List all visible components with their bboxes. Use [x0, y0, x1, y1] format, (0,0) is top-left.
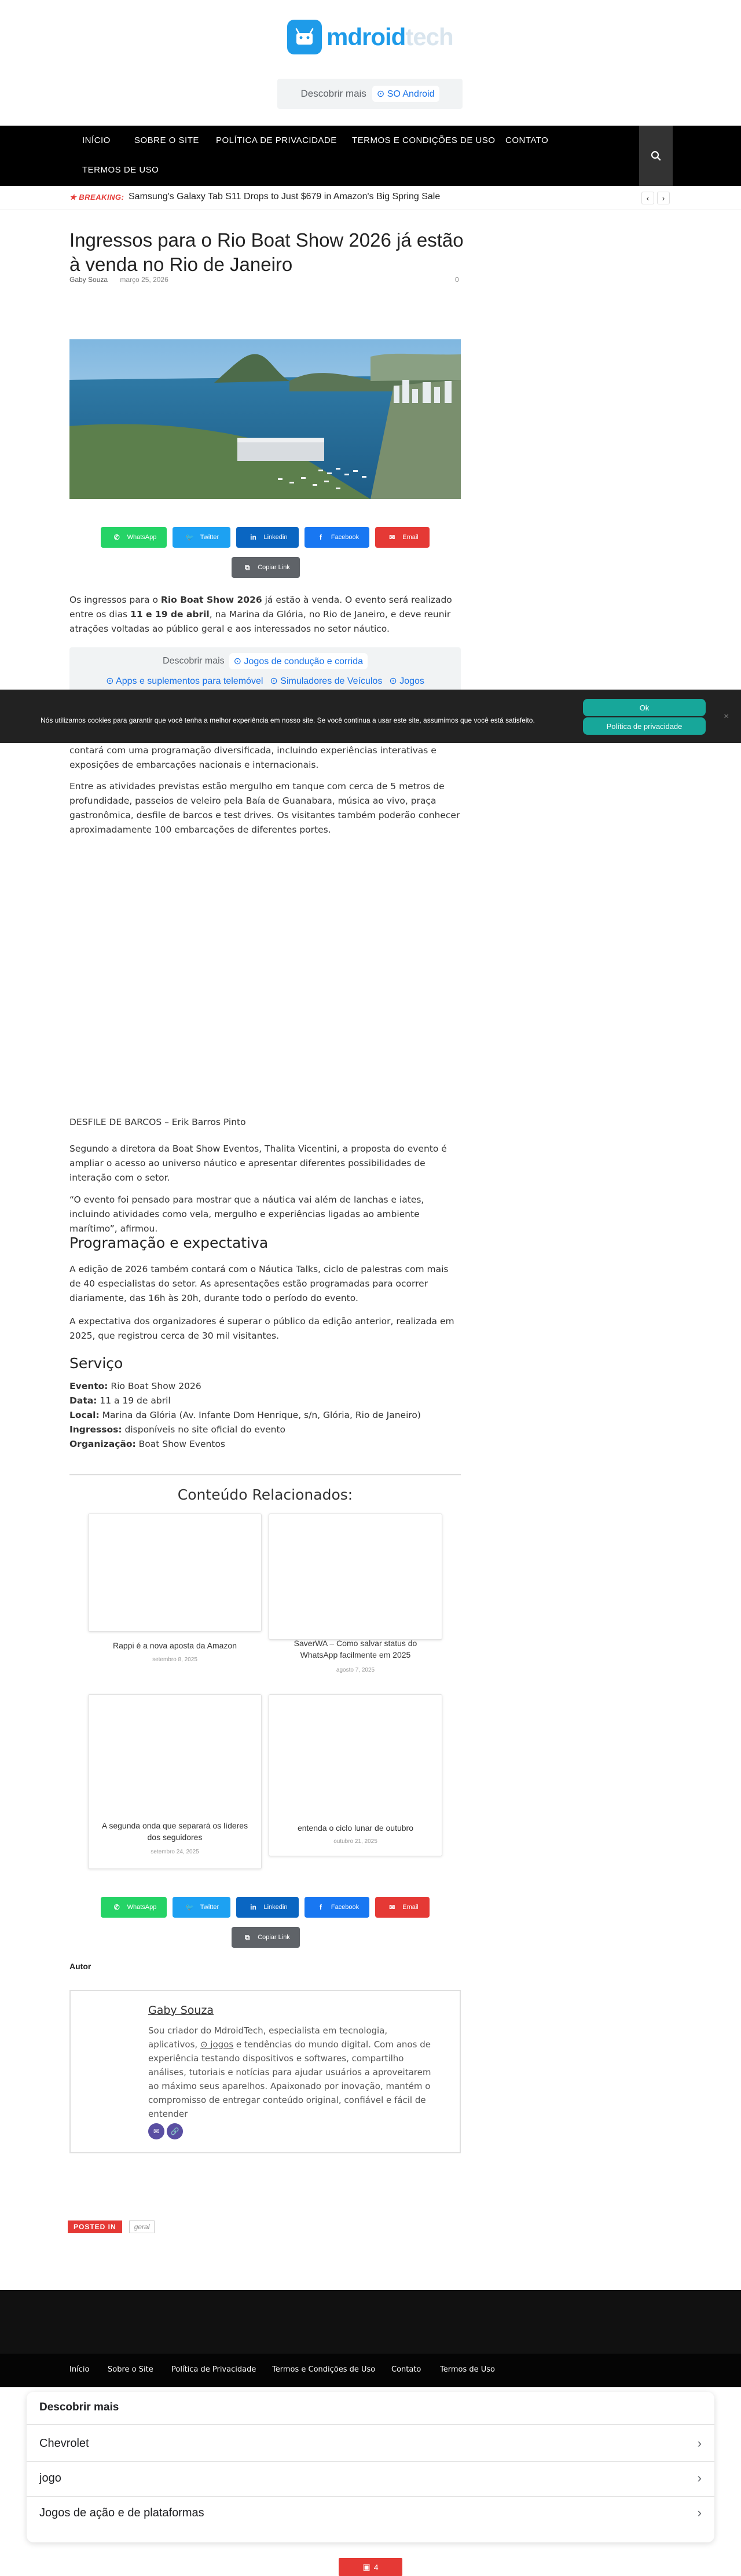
footer-item-contato[interactable]: Contato	[391, 2365, 421, 2374]
service-item	[69, 1437, 461, 1452]
comment-count[interactable]: 0	[455, 276, 459, 284]
article-meta	[69, 276, 168, 284]
whatsapp-icon: ✆	[113, 1903, 120, 1911]
heading-servico: Serviço	[69, 1355, 123, 1372]
nav-item-privacidade[interactable]: POLÍTICA DE PRIVACIDADE	[216, 135, 337, 145]
search-icon	[651, 151, 661, 161]
share-linkedin-button-bottom[interactable]	[236, 1897, 299, 1918]
article-date: março 25, 2026	[120, 276, 168, 284]
discover-bottom-item-1-label: Chevrolet	[39, 2437, 89, 2450]
footer-item-privacidade[interactable]: Política de Privacidade	[171, 2365, 256, 2374]
author-name[interactable]: Gaby Souza	[148, 2004, 214, 2017]
discover-mid-label: Descobrir mais	[162, 656, 225, 666]
site-logo[interactable]	[287, 20, 454, 54]
cookie-ok-button[interactable]: Ok	[583, 699, 706, 716]
email-icon[interactable]: ✉	[148, 2123, 164, 2139]
related-card-4-title[interactable]: entenda o ciclo lunar de outubro	[297, 1823, 414, 1833]
website-icon[interactable]: 🔗	[167, 2123, 183, 2139]
article-paragraph-3: Entre as atividades previstas estão mergulho em tanque com cerca de 5 metros de profundidade, passeios de veleiro pela Baía de Guanabara, música ao vivo, praça gastronômica, desfile de barcos e test drives. Os visitantes também poderão conhecer aproximadamente 100 embarcações de diferentes portes.	[69, 781, 460, 835]
copy-link-label: Copiar Link	[258, 564, 290, 571]
main-nav	[0, 126, 741, 186]
related-card-1[interactable]	[88, 1514, 262, 1632]
service-value: Boat Show Eventos	[135, 1439, 225, 1449]
share-whatsapp-label: WhatsApp	[127, 1904, 157, 1911]
breaking-next-button[interactable]: ›	[657, 192, 670, 204]
nav-item-sobre[interactable]: SOBRE O SITE	[134, 135, 199, 145]
linkedin-icon: in	[250, 1903, 256, 1911]
share-twitter-button-bottom[interactable]	[173, 1897, 230, 1918]
author-bio-a: Sou criador do MdroidTech, especialista em tecnologia, aplicativos,	[148, 2025, 388, 2050]
twitter-icon: 🐦	[185, 533, 195, 541]
search-button[interactable]	[639, 126, 673, 186]
service-value: disponíveis no site oficial do evento	[122, 1424, 286, 1435]
article-title: Ingressos para o Rio Boat Show 2026 já estão à venda no Rio de Janeiro	[69, 229, 464, 275]
share-email-label: Email	[402, 534, 419, 541]
share-email-button-bottom[interactable]	[375, 1897, 430, 1918]
related-card-2-title[interactable]: SaverWA – Como salvar status do WhatsApp facilmente em 2025	[294, 1639, 417, 1659]
divider	[27, 2461, 714, 2462]
share-twitter-label: Twitter	[200, 1904, 219, 1911]
discover-link-text: SO Android	[387, 89, 435, 99]
share-twitter-button[interactable]	[173, 527, 230, 548]
footer-item-sobre[interactable]: Sobre o Site	[108, 2365, 153, 2374]
p1-c: já estão à venda. O evento será realizado entre os dias	[69, 595, 452, 620]
section-divider	[69, 1474, 461, 1475]
close-icon[interactable]: ×	[724, 712, 729, 721]
heading-programacao: Programação e expectativa	[69, 1234, 269, 1251]
footer-nav	[0, 2354, 741, 2387]
discover-bottom-item-1[interactable]	[39, 2437, 702, 2450]
logo-text	[327, 23, 453, 51]
author-bio	[148, 2024, 438, 2121]
discover-mid-link-4[interactable]: ⊙ Jogos	[389, 676, 424, 686]
service-item	[69, 1379, 461, 1394]
twitter-icon: 🐦	[185, 1903, 195, 1911]
discover-label: Descobrir mais	[300, 88, 366, 99]
share-linkedin-label: Linkedin	[263, 1904, 288, 1911]
discover-bottom-item-2[interactable]	[39, 2472, 702, 2485]
share-email-label: Email	[402, 1904, 419, 1911]
posted-in-badge: POSTED IN	[68, 2220, 122, 2233]
service-value: 11 a 19 de abril	[97, 1395, 171, 1406]
facebook-icon: f	[319, 1903, 322, 1911]
related-card-1-title[interactable]: Rappi é a nova aposta da Amazon	[112, 1641, 237, 1650]
article-author[interactable]: Gaby Souza	[69, 276, 108, 284]
posted-in	[68, 2220, 155, 2233]
related-card-1-date: setembro 8, 2025	[152, 1657, 197, 1663]
discover-more-mid	[69, 647, 461, 695]
nav-item-termos-condicoes[interactable]: TERMOS E CONDIÇÕES DE USO	[352, 135, 496, 145]
author-bio-link[interactable]: ⊙ jogos	[200, 2039, 234, 2050]
share-whatsapp-button[interactable]	[101, 527, 167, 548]
service-key: Data:	[69, 1395, 97, 1406]
p1-d: 11 e 19 de abril	[130, 609, 210, 620]
discover-bottom-title: Descobrir mais	[39, 2401, 119, 2413]
article-paragraph-4: Segundo a diretora da Boat Show Eventos, Thalita Vicentini, a proposta do evento é ampliar o acesso ao universo náutico e apresentar diferentes possibilidades de interação com o setor.	[69, 1144, 447, 1183]
share-facebook-label: Facebook	[331, 534, 360, 541]
p1-a: Os ingressos para o	[69, 595, 161, 605]
author-bio-link-text: jogos	[210, 2039, 234, 2050]
copy-link-button-bottom[interactable]	[232, 1927, 300, 1948]
chevron-right-icon: ›	[697, 2505, 702, 2520]
discover-mid-link-3[interactable]: ⊙ Simuladores de Veículos	[270, 676, 383, 686]
share-linkedin-label: Linkedin	[263, 534, 288, 541]
p1-b: Rio Boat Show 2026	[160, 595, 262, 605]
discover-bottom-item-3[interactable]	[39, 2507, 702, 2520]
logo-secondary: tech	[405, 23, 453, 50]
footer-top	[0, 2290, 741, 2354]
discover-mid-link-2[interactable]: ⊙ Apps e suplementos para telemóvel	[106, 676, 263, 686]
image-caption: DESFILE DE BARCOS – Erik Barros Pinto	[69, 1117, 246, 1127]
share-whatsapp-label: WhatsApp	[127, 534, 157, 541]
copy-link-label: Copiar Link	[258, 1934, 290, 1941]
service-key: Local:	[69, 1410, 100, 1420]
breaking-label: ★ BREAKING:	[69, 193, 124, 201]
discover-mid-link-1-text: Jogos de condução e corrida	[244, 657, 363, 666]
share-email-button[interactable]	[375, 527, 430, 548]
discover-link-android[interactable]: ⊙ SO Android	[372, 86, 439, 102]
android-robot-icon	[287, 20, 322, 54]
discover-mid-link-1[interactable]: ⊙ Jogos de condução e corrida	[229, 653, 368, 669]
related-card-3-date: setembro 24, 2025	[151, 1849, 199, 1855]
footer-item-termos-condicoes[interactable]: Termos e Condições de Uso	[272, 2365, 376, 2374]
share-icon: ▣	[362, 2562, 370, 2571]
whatsapp-icon: ✆	[113, 533, 120, 541]
related-card-2-date: agosto 7, 2025	[336, 1667, 375, 1673]
service-value: Marina da Glória (Av. Infante Dom Henrique, s/n, Glória, Rio de Janeiro)	[99, 1410, 421, 1420]
share-facebook-button[interactable]	[305, 527, 369, 548]
service-item	[69, 1423, 461, 1437]
share-twitter-label: Twitter	[200, 534, 219, 541]
breaking-prev-button[interactable]: ‹	[641, 192, 654, 204]
nav-item-inicio[interactable]: INÍCIO	[82, 135, 111, 145]
share-facebook-label: Facebook	[331, 1904, 360, 1911]
service-key: Ingressos:	[69, 1424, 122, 1435]
floating-share-bar[interactable]	[339, 2558, 402, 2576]
copy-link-button[interactable]	[232, 557, 300, 578]
email-icon: ✉	[389, 1903, 395, 1911]
service-item	[69, 1394, 461, 1408]
author-box	[69, 1990, 461, 2153]
linkedin-icon: in	[250, 533, 256, 541]
discover-mid-link-2-text: Apps e suplementos para telemóvel	[116, 676, 263, 686]
related-card-3-title[interactable]: A segunda onda que separará os líderes dos seguidores	[101, 1821, 248, 1842]
discover-more-bottom	[27, 2392, 714, 2542]
discover-mid-link-4-text: Jogos	[399, 676, 424, 686]
service-key: Evento:	[69, 1381, 108, 1391]
nav-item-termos-uso[interactable]: TERMOS DE USO	[82, 165, 159, 175]
related-card-2[interactable]	[269, 1514, 442, 1640]
divider	[27, 2496, 714, 2497]
share-whatsapp-button-bottom[interactable]	[101, 1897, 167, 1918]
article-paragraph-1	[69, 593, 461, 636]
discover-bottom-item-2-label: jogo	[39, 2472, 61, 2485]
discover-mid-link-3-text: Simuladores de Veículos	[280, 676, 383, 686]
article-paragraph-7: A expectativa dos organizadores é superar o público da edição anterior, realizada em 2025, que registrou cerca de 30 mil visitantes.	[69, 1316, 454, 1341]
related-content-title: Conteúdo Relacionados:	[177, 1486, 353, 1503]
cookie-consent-bar	[0, 690, 741, 743]
copy-icon: ⧉	[244, 563, 250, 571]
chevron-right-icon: ›	[697, 2436, 702, 2450]
divider	[27, 2424, 714, 2425]
breaking-label-text: BREAKING:	[79, 193, 124, 201]
service-value: Rio Boat Show 2026	[108, 1381, 201, 1391]
nav-item-contato[interactable]: CONTATO	[505, 135, 549, 145]
share-count: 4	[373, 2562, 379, 2572]
author-bio-b: e tendências do mundo digital. Com anos de experiência testando dispositivos e softwares, compartilho análises, tutoriais e notícias para ajudar usuários a aproveitarem ao máximo seus aparelhos. Apaixonado por inovação, mantém o compromisso de entregar conteúdo original, confiável e fácil de entender	[148, 2039, 431, 2119]
author-section-label: Autor	[69, 1962, 91, 1971]
chevron-right-icon: ›	[697, 2471, 702, 2485]
service-item	[69, 1408, 461, 1423]
cookie-text: Nós utilizamos cookies para garantir que você tenha a melhor experiência em nosso site. Se você continua a usar este site, assumimos que você está satisfeito.	[41, 716, 535, 724]
article-paragraph-6: A edição de 2026 também contará com o Náutica Talks, ciclo de palestras com mais de 40 especialistas do setor. As apresentações estão programadas para ocorrer diariamente, das 16h às 20h, durante todo o período do evento.	[69, 1264, 449, 1303]
email-icon: ✉	[389, 533, 395, 541]
discover-bottom-item-3-label: Jogos de ação e de plataformas	[39, 2507, 204, 2519]
share-linkedin-button[interactable]	[236, 527, 299, 548]
facebook-icon: f	[319, 533, 322, 541]
logo-primary: mdroid	[327, 23, 406, 50]
footer-item-inicio[interactable]: Início	[69, 2365, 90, 2374]
article-paragraph-2: contará com uma programação diversificada, incluindo experiências interativas e exposições de embarcações nacionais e internacionais.	[69, 745, 436, 770]
breaking-news-bar	[0, 186, 741, 210]
category-tag[interactable]: geral	[129, 2220, 155, 2233]
article-paragraph-5: “O evento foi pensado para mostrar que a náutica vai além de lanchas e iates, incluindo atividades como vela, mergulho e experiências ligadas ao ambiente marítimo”, afirmou.	[69, 1194, 424, 1234]
service-list	[69, 1379, 461, 1452]
footer-item-termos-uso[interactable]: Termos de Uso	[440, 2365, 495, 2374]
share-facebook-button-bottom[interactable]	[305, 1897, 369, 1918]
related-card-4-date: outubro 21, 2025	[333, 1838, 377, 1845]
p1-e: , na Marina da Glória, no Rio de Janeiro, e deve reunir atrações voltadas ao público geral e aos interessados no setor náutico.	[69, 609, 451, 634]
cookie-privacy-button[interactable]: Política de privacidade	[583, 717, 706, 735]
copy-icon: ⧉	[244, 1933, 250, 1941]
breaking-headline[interactable]: Samsung's Galaxy Tab S11 Drops to Just $679 in Amazon's Big Spring Sale	[129, 192, 441, 201]
discover-more-top	[277, 79, 463, 109]
service-key: Organização:	[69, 1439, 136, 1449]
hero-image	[69, 339, 461, 499]
